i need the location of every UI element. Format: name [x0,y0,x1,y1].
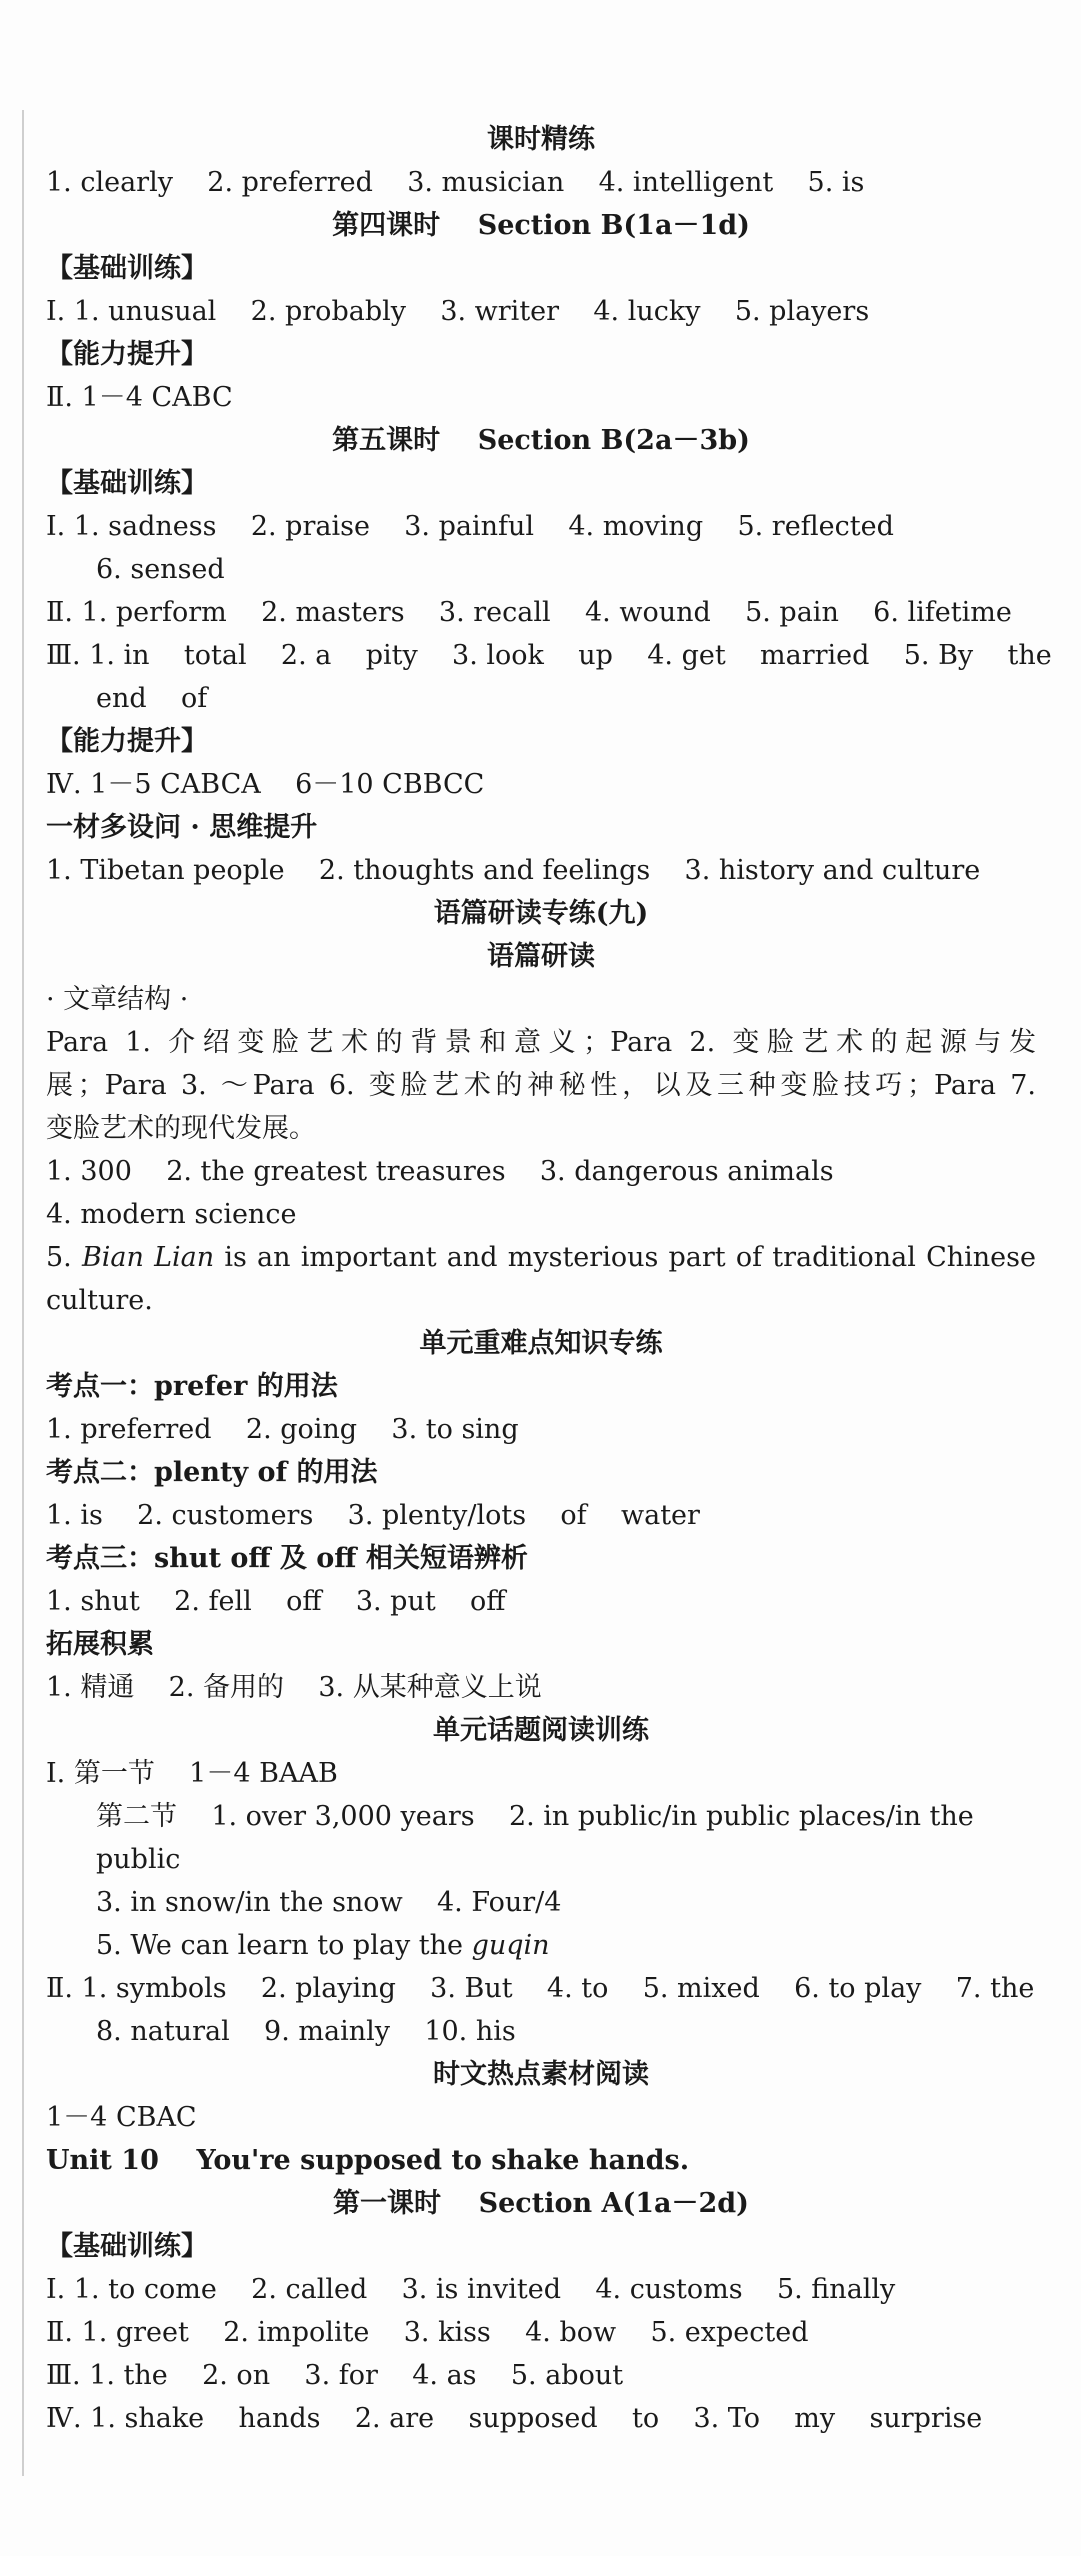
lesson-title: 第五课时 Section B(2a－3b) [332,425,750,456]
section-title: 语篇研读专练(九) [433,898,649,929]
section-title: 课时精练 [487,124,595,155]
answer-line: 1. clearly 2. preferred 3. musician 4. intelligent 5. is [46,167,865,198]
answer-line: 1－4 CBAC [46,2102,197,2133]
answer-line: end of [96,683,208,714]
answer-text: 5. We can learn to play the [96,1930,472,1961]
answer-line: Ⅱ. 1. symbols 2. playing 3. But 4. to 5. mixed 6. to play 7. the [46,1973,1035,2004]
answer-line: Ⅱ. 1. perform 2. masters 3. recall 4. wound 5. pain 6. lifetime [46,597,1012,628]
answer-line: Ⅳ. 1. shake hands 2. are supposed to 3. To my surprise [46,2403,983,2434]
subsection-header: 【基础训练】 [46,253,208,284]
section-title: 单元重难点知识专练 [419,1328,663,1359]
answer-line: 3. in snow/in the snow 4. Four/4 [96,1887,562,1918]
italic-term: guqin [471,1930,550,1961]
answer-line: 8. natural 9. mainly 10. his [96,2016,516,2047]
subsection-header: 考点二：plenty of 的用法 [46,1457,378,1488]
answer-line: 第二节 1. over 3,000 years 2. in public/in public places/in the [96,1801,974,1832]
italic-term: Bian Lian [81,1242,215,1273]
answer-line: 1. 300 2. the greatest treasures 3. dangerous animals [46,1156,834,1187]
answer-line: Ⅰ. 1. sadness 2. praise 3. painful 4. moving 5. reflected [46,511,894,542]
subsection-header: 【能力提升】 [46,726,208,757]
page-edge-line [22,110,24,2476]
subsection-header: 考点一：prefer 的用法 [46,1371,338,1402]
subsection-header: 【基础训练】 [46,2231,208,2262]
answer-line: 1. is 2. customers 3. plenty/lots of water [46,1500,700,1531]
answer-line: 1. preferred 2. going 3. to sing [46,1414,519,1445]
section-title: 单元话题阅读训练 [433,1715,649,1746]
structure-label: · 文章结构 · [46,984,189,1015]
subsection-header: 【能力提升】 [46,339,208,370]
section-title: 语篇研读 [487,941,595,972]
paragraph-line: 变脸艺术的现代发展。 [46,1113,316,1144]
answer-line: Ⅰ. 1. unusual 2. probably 3. writer 4. lucky 5. players [46,296,870,327]
answer-line: 1. 精通 2. 备用的 3. 从某种意义上说 [46,1672,542,1703]
paragraph-line: Para 1. 介绍变脸艺术的背景和意义；Para 2. 变脸艺术的起源与发 [46,1027,1036,1058]
lesson-title: 第四课时 Section B(1a－1d) [332,210,750,241]
answer-line: 6. sensed [96,554,225,585]
answer-line: Ⅲ. 1. in total 2. a pity 3. look up 4. get married 5. By the [46,640,1052,671]
answer-line: 4. modern science [46,1199,297,1230]
answer-line: Ⅰ. 第一节 1－4 BAAB [46,1758,338,1789]
answer-line: public [96,1844,181,1875]
answer-line: Ⅱ. 1. greet 2. impolite 3. kiss 4. bow 5. expected [46,2317,809,2348]
unit-title: Unit 10 You're supposed to shake hands. [46,2145,690,2176]
answer-line [46,1236,1036,1279]
subsection-header: 考点三：shut off 及 off 相关短语辨析 [46,1543,528,1574]
answer-line: Ⅰ. 1. to come 2. called 3. is invited 4. customs 5. finally [46,2274,896,2305]
subsection-header: 一材多设问 · 思维提升 [46,812,318,843]
answer-line: Ⅳ. 1－5 CABCA 6－10 CBBCC [46,769,485,800]
answer-line: Ⅲ. 1. the 2. on 3. for 4. as 5. about [46,2360,624,2391]
answer-line: culture. [46,1285,153,1316]
answer-number: 5. [46,1242,82,1273]
lesson-title: 第一课时 Section A(1a－2d) [333,2188,749,2219]
answer-page [46,118,1052,2440]
section-title: 时文热点素材阅读 [433,2059,649,2090]
answer-line: 1. Tibetan people 2. thoughts and feelings 3. history and culture [46,855,981,886]
answer-line: Ⅱ. 1－4 CABC [46,382,233,413]
answer-line: 1. shut 2. fell off 3. put off [46,1586,506,1617]
subsection-header: 【基础训练】 [46,468,208,499]
answer-text: is an important and mysterious part of traditional Chinese [214,1242,1036,1273]
answer-line [46,1924,1036,1967]
paragraph-line: 展；Para 3. ～Para 6. 变脸艺术的神秘性，以及三种变脸技巧；Para 7. [46,1070,1036,1101]
subsection-header: 拓展积累 [46,1629,154,1660]
